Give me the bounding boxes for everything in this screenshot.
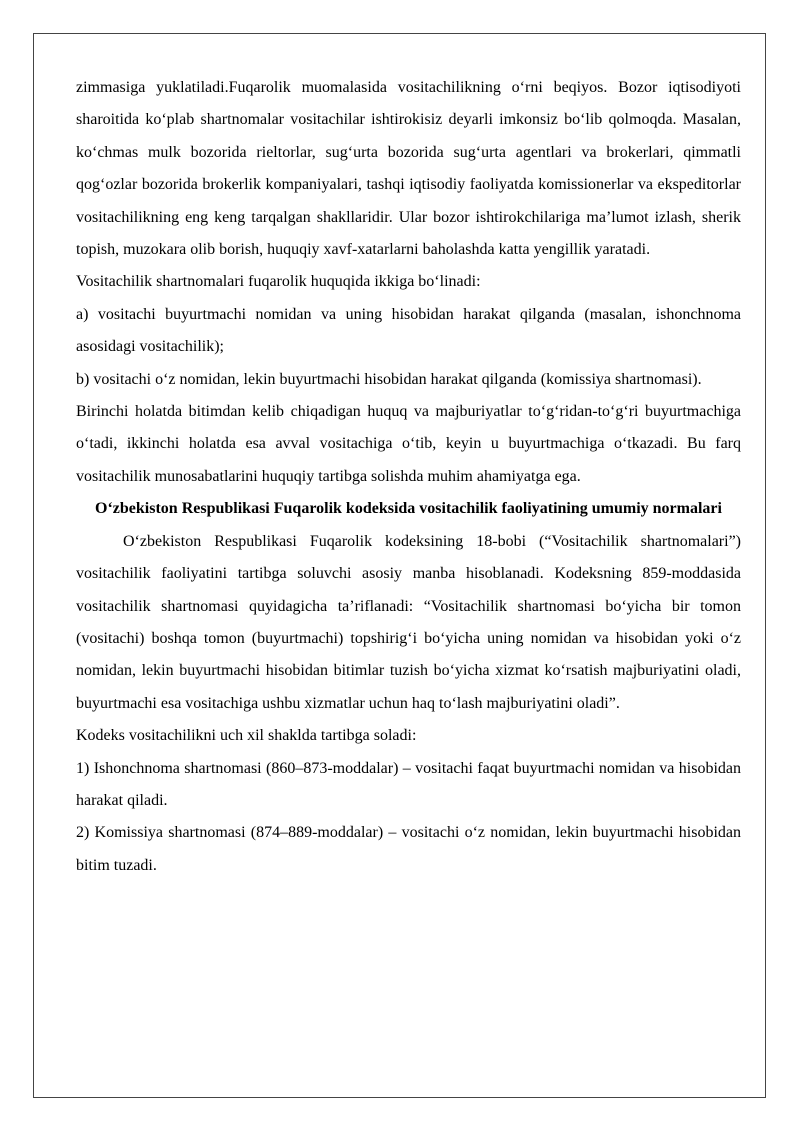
- section-heading: O‘zbekiston Respublikasi Fuqarolik kodeksida vositachilik faoliyatining umumiy normalari: [95, 500, 722, 518]
- list-item-a: a) vositachi buyurtmachi nomidan va uning hisobidan harakat qilganda (masalan, ishonchnoma asosidagi vositachilik);: [76, 305, 741, 356]
- list-item-b: b) vositachi o‘z nomidan, lekin buyurtmachi hisobidan harakat qilganda (komissiya shartnomasi).: [76, 370, 702, 388]
- paragraph-division: Vositachilik shartnomalari fuqarolik huquqida ikkiga bo‘linadi:: [76, 273, 481, 291]
- paragraph-code-definition: O‘zbekiston Respublikasi Fuqarolik kodeksining 18-bobi (“Vositachilik shartnomalari”) vositachilik faoliyatini tartibga soluvchi asosiy manba hisoblanadi. Kodeksning 859-moddasida vositachilik shartnomasi quyidagicha ta’riflanadi: “Vositachilik shartnomasi bo‘yicha bir tomon (vositachi) boshqa tomon (buyurtmachi) topshirig‘i bo‘yicha uning nomidan va hisobidan yoki o‘z nomidan, lekin buyurtmachi hisobidan bitimlar tuzish bo‘yicha xizmat ko‘rsatish majburiyatini oladi, buyurtmachi esa vositachiga ushbu xizmatlar uchun haq to‘lash majburiyatini oladi”.: [76, 532, 741, 712]
- paragraph-intro: zimmasiga yuklatiladi.Fuqarolik muomalasida vositachilikning o‘rni beqiyos. Bozor iqtisodiyoti sharoitida ko‘plab shartnomalar vositachilar ishtirokisiz deyarli imkonsiz bo‘lib qolmoqda. Masalan, ko‘chmas mulk bozorida rieltorlar, sug‘urta bozorida sug‘urta agentlari va brokerlari, qimmatli qog‘ozlar bozorida brokerlik kompaniyalari, tashqi iqtisodiy faoliyatda komissionerlar va ekspeditorlar vositachilikning eng keng tarqalgan shakllaridir. Ular bozor ishtirokchilariga ma’lumot izlash, sherik topish, muzokara olib borish, huquqiy xavf-xatarlarni baholashda katta yengillik yaratadi.: [76, 79, 741, 259]
- list-item-2: 2) Komissiya shartnomasi (874–889-moddalar) – vositachi o‘z nomidan, lekin buyurtmachi hisobidan bitim tuzadi.: [76, 824, 741, 874]
- paragraph-difference: Birinchi holatda bitimdan kelib chiqadigan huquq va majburiyatlar to‘g‘ridan-to‘g‘ri buyurtmachiga o‘tadi, ikkinchi holatda esa avval vositachiga o‘tib, keyin u buyurtmachiga o‘tkazadi. Bu farq vositachilik munosabatlarini huquqiy tartibga solishda muhim ahamiyatga ega.: [76, 403, 741, 485]
- document-body: [76, 72, 741, 882]
- paragraph-three-forms: Kodeks vositachilikni uch xil shaklda tartibga soladi:: [76, 727, 417, 745]
- list-item-1: 1) Ishonchnoma shartnomasi (860–873-moddalar) – vositachi faqat buyurtmachi nomidan va hisobidan harakat qiladi.: [76, 759, 741, 809]
